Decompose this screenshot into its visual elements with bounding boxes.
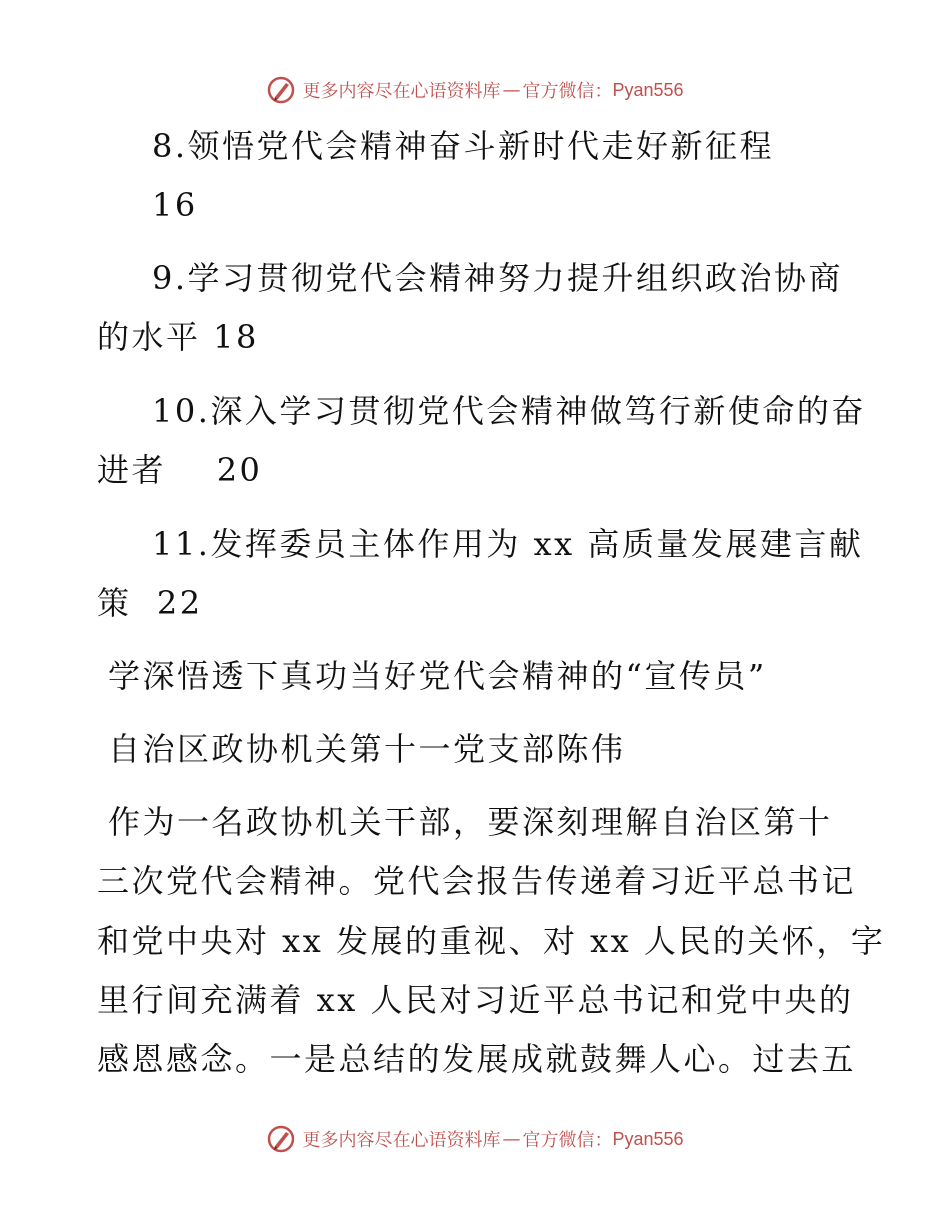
toc-entry-11-page: 策 22	[97, 584, 203, 622]
toc-entry-11-title: 11.发挥委员主体作用为 xx 高质量发展建言献	[152, 525, 864, 563]
watermark-banner-bottom	[0, 1122, 950, 1156]
pen-circle-icon	[266, 1124, 296, 1154]
body-line: 感恩感念。一是总结的发展成就鼓舞人心。过去五	[97, 1040, 857, 1078]
watermark-separator: —	[502, 79, 521, 101]
toc-entry-10-page: 进者 20	[97, 451, 263, 489]
article-author: 自治区政协机关第十一党支部陈伟	[108, 730, 626, 768]
toc-entry-8-page: 16	[152, 186, 198, 224]
watermark-handle: Pyan556	[612, 79, 684, 100]
body-line: 和党中央对 xx 发展的重视、对 xx 人民的关怀，字	[97, 922, 886, 960]
body-line: 作为一名政协机关干部，要深刻理解自治区第十	[108, 803, 833, 841]
body-line: 里行间充满着 xx 人民对习近平总书记和党中央的	[97, 981, 854, 1019]
toc-entry-9-page: 的水平 18	[97, 318, 259, 356]
watermark-text: 更多内容尽在心语资料库	[302, 81, 501, 102]
watermark-handle: Pyan556	[612, 1128, 684, 1149]
watermark-label: 官方微信：	[522, 81, 613, 102]
toc-entry-10-title: 10.深入学习贯彻党代会精神做笃行新使命的奋	[152, 392, 866, 430]
article-title: 学深悟透下真功当好党代会精神的“宣传员”	[108, 657, 767, 695]
watermark-banner-top	[0, 73, 950, 107]
watermark-text: 更多内容尽在心语资料库	[302, 1130, 501, 1151]
toc-entry-9-title: 9.学习贯彻党代会精神努力提升组织政治协商	[152, 259, 844, 297]
toc-entry-8-title: 8.领悟党代会精神奋斗新时代走好新征程	[152, 127, 775, 165]
watermark-label: 官方微信：	[522, 1130, 613, 1151]
body-line: 三次党代会精神。党代会报告传递着习近平总书记	[97, 862, 857, 900]
watermark-separator: —	[502, 1128, 521, 1150]
pen-circle-icon	[266, 75, 296, 105]
